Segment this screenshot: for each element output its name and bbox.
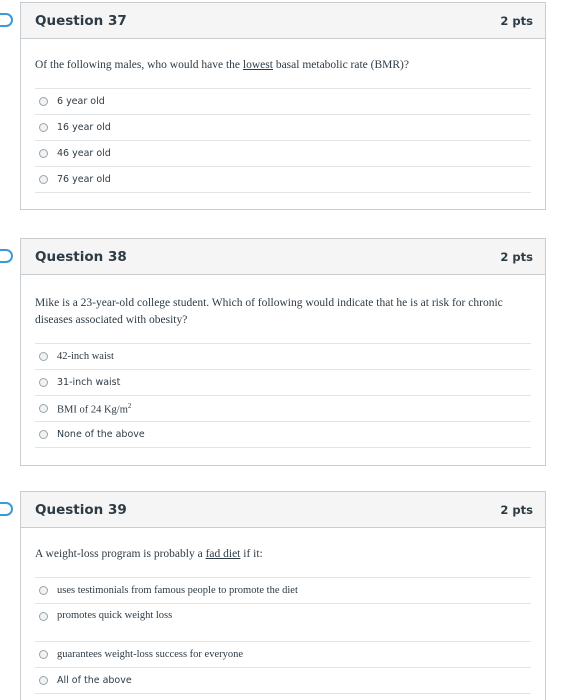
question-38-card — [20, 238, 546, 466]
question-header — [21, 239, 545, 275]
answer-label: uses testimonials from famous people to promote the diet — [57, 585, 298, 596]
answer-option[interactable] — [35, 396, 531, 422]
question-37-card — [20, 2, 546, 210]
answer-option[interactable] — [35, 422, 531, 448]
question-body — [21, 275, 545, 458]
question-title: Question 39 — [35, 501, 127, 518]
radio-button[interactable] — [39, 149, 48, 158]
answer-option[interactable] — [35, 578, 531, 604]
radio-button[interactable] — [39, 404, 48, 413]
answer-label: All of the above — [57, 675, 132, 686]
radio-button[interactable] — [39, 650, 48, 659]
answer-option[interactable] — [35, 89, 531, 115]
question-points: 2 pts — [500, 502, 533, 517]
answer-label: None of the above — [57, 429, 145, 440]
question-points: 2 pts — [500, 13, 533, 28]
radio-button[interactable] — [39, 430, 48, 439]
question-header — [21, 3, 545, 39]
question-text: Mike is a 23-year-old college student. Which of following would indicate that he is at risk for chronic diseases associated with obesity? — [35, 297, 503, 326]
question-39-card — [20, 491, 546, 700]
answer-label: 6 year old — [57, 96, 105, 107]
answer-option[interactable] — [35, 167, 531, 193]
question-title: Question 37 — [35, 12, 127, 29]
answer-option[interactable] — [35, 344, 531, 370]
answer-option[interactable] — [35, 115, 531, 141]
bookmark-flag-icon[interactable] — [0, 249, 13, 263]
radio-button[interactable] — [39, 352, 48, 361]
answer-label: 16 year old — [57, 122, 111, 133]
answer-label: BMI of 24 $Kg/m^2$ — [57, 401, 132, 416]
radio-button[interactable] — [39, 97, 48, 106]
answer-option[interactable] — [35, 668, 531, 694]
radio-button[interactable] — [39, 612, 48, 621]
radio-button[interactable] — [39, 175, 48, 184]
question-text: A weight-loss program is probably a fad diet if it: — [35, 548, 263, 560]
answer-label: 76 year old — [57, 174, 111, 185]
answer-list — [35, 577, 531, 694]
answer-label: guarantees weight-loss success for everyone — [57, 649, 244, 660]
radio-button[interactable] — [39, 378, 48, 387]
question-text: Of the following males, who would have the lowest basal metabolic rate (BMR)? — [35, 59, 409, 71]
answer-list — [35, 88, 531, 193]
answer-option[interactable] — [35, 370, 531, 396]
answer-label: promotes quick weight loss — [57, 610, 173, 621]
question-header — [21, 492, 545, 528]
answer-list — [35, 343, 531, 448]
radio-button[interactable] — [39, 676, 48, 685]
answer-label: 42-inch waist — [57, 351, 114, 362]
answer-label: 31-inch waist — [57, 377, 121, 388]
radio-button[interactable] — [39, 586, 48, 595]
answer-option[interactable] — [35, 642, 531, 668]
bookmark-flag-icon[interactable] — [0, 13, 13, 27]
answer-label: 46 year old — [57, 148, 111, 159]
answer-option[interactable] — [35, 604, 531, 642]
question-points: 2 pts — [500, 249, 533, 264]
question-body — [21, 528, 545, 700]
question-body — [21, 39, 545, 203]
radio-button[interactable] — [39, 123, 48, 132]
bookmark-flag-icon[interactable] — [0, 502, 13, 516]
answer-option[interactable] — [35, 141, 531, 167]
question-title: Question 38 — [35, 248, 127, 265]
